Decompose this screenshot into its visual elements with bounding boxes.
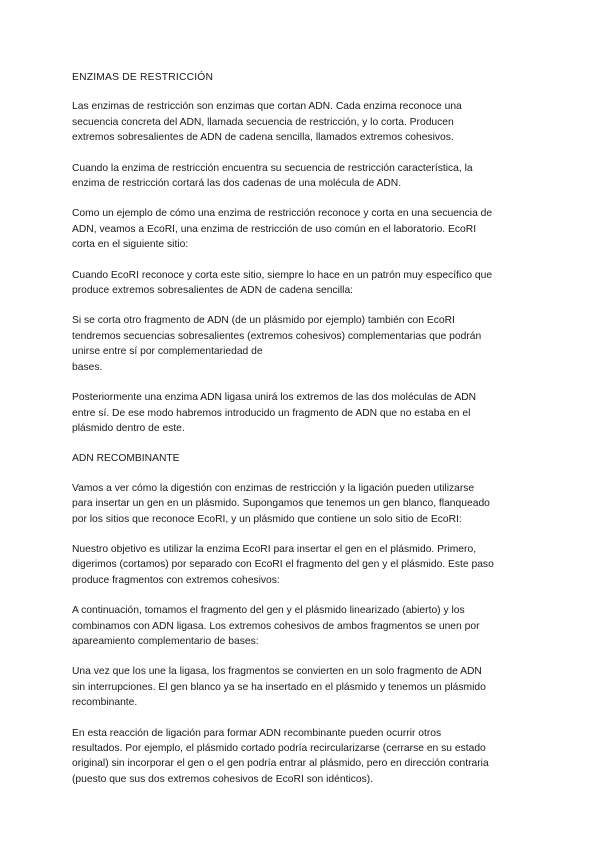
paragraph-line: Vamos a ver cómo la digestión con enzimas de restricción y la ligación pueden utilizarse <box>72 482 475 494</box>
paragraph-line: enzima de restricción cortará las dos cadenas de una molécula de ADN. <box>72 178 402 190</box>
paragraph-line: Posteriormente una enzima ADN ligasa unirá los extremos de las dos moléculas de ADN <box>72 392 477 404</box>
enzimas-paragraph <box>72 313 532 375</box>
paragraph-line: Si se corta otro fragmento de ADN (de un plásmido por ejemplo) también con EcoRI <box>72 315 455 327</box>
paragraph-line: plásmido dentro de este. <box>72 422 185 434</box>
paragraph-line: original) sin incorporar el gen o el gen podría entrar al plásmido, pero en dirección contraria <box>72 758 489 770</box>
enzimas-paragraph <box>72 161 532 192</box>
paragraph-line: combinamos con ADN ligasa. Los extremos cohesivos de ambos fragmentos se unen por <box>72 620 480 632</box>
paragraph-line: produce extremos sobresalientes de ADN de cadena sencilla: <box>72 285 354 297</box>
paragraph-line: Nuestro objetivo es utilizar la enzima EcoRI para insertar el gen en el plásmido. Primero, <box>72 543 477 555</box>
paragraph-line: resultados. Por ejemplo, el plásmido cortado podría recircularizarse (cerrarse en su estado <box>72 743 486 754</box>
paragraph-line: produce fragmentos con extremos cohesivos: <box>72 574 280 586</box>
recombinante-paragraph <box>72 542 532 588</box>
recombinante-paragraph <box>72 603 532 649</box>
paragraph-line: digerimos (cortamos) por separado con EcoRI el fragmento del gen y el plásmido. Este paso <box>72 559 494 571</box>
paragraph-line: recombinante. <box>72 697 138 709</box>
paragraph-line: unirse entre sí por complementariedad de <box>72 346 263 358</box>
paragraph-line: apareamiento complementario de bases: <box>72 635 259 647</box>
recombinante-paragraph <box>72 481 532 527</box>
paragraph-line: secuencia concreta del ADN, llamada secuencia de restricción, y lo corta. Producen <box>72 116 454 128</box>
paragraph-line: A continuación, tomamos el fragmento del gen y el plásmido linearizado (abierto) y los <box>72 605 465 617</box>
enzimas-paragraph <box>72 206 532 252</box>
paragraph-line: bases. <box>72 361 103 373</box>
paragraph-line: sin interrupciones. El gen blanco ya se ha insertado en el plásmido y tenemos un plásmido <box>72 681 486 693</box>
section-adn-recombinante <box>72 481 532 788</box>
paragraph-line: (puesto que sus dos extremos cohesivos de EcoRI son idénticos). <box>72 773 374 785</box>
paragraph-line: Como un ejemplo de cómo una enzima de restricción reconoce y corta en una secuencia de <box>72 208 493 220</box>
paragraph-line: por los sitios que reconoce EcoRI, y un plásmido que contiene un solo sitio de EcoRI: <box>72 513 462 525</box>
paragraph-line: para insertar un gen en un plásmido. Supongamos que tenemos un gen blanco, flanqueado <box>72 498 490 510</box>
enzimas-paragraph <box>72 99 532 145</box>
paragraph-line: corta en el siguiente sitio: <box>72 239 189 251</box>
paragraph-line: entre sí. De ese modo habremos introducido un fragmento de ADN que no estaba en el <box>72 407 471 419</box>
recombinante-paragraph <box>72 664 532 710</box>
paragraph-line: Las enzimas de restricción son enzimas que cortan ADN. Cada enzima reconoce una <box>72 101 462 113</box>
paragraph-line: Una vez que los une la ligasa, los fragmentos se convierten en un solo fragmento de ADN <box>72 666 482 678</box>
section-enzimas <box>72 99 532 436</box>
document-page <box>72 70 532 802</box>
recombinante-paragraph <box>72 726 532 788</box>
paragraph-line: Cuando EcoRI reconoce y corta este sitio, siempre lo hace en un patrón muy específico que <box>72 269 493 281</box>
paragraph-line: tendremos secuencias sobresalientes (extremos cohesivos) complementarias que podrán <box>72 330 482 342</box>
enzimas-paragraph <box>72 390 532 436</box>
paragraph-line: ADN, veamos a EcoRI, una enzima de restricción de uso común en el laboratorio. EcoRI <box>72 223 477 235</box>
paragraph-line: extremos sobresalientes de ADN de cadena sencilla, llamados extremos cohesivos. <box>72 132 454 144</box>
enzimas-paragraph <box>72 268 532 299</box>
paragraph-line: Cuando la enzima de restricción encuentra su secuencia de restricción característica, la <box>72 162 473 174</box>
section-title-adn-recombinante: ADN RECOMBINANTE <box>72 453 180 465</box>
document-title: ENZIMAS DE RESTRICCIÓN <box>72 72 214 83</box>
paragraph-line: En esta reacción de ligación para formar ADN recombinante pueden ocurrir otros <box>72 727 442 739</box>
